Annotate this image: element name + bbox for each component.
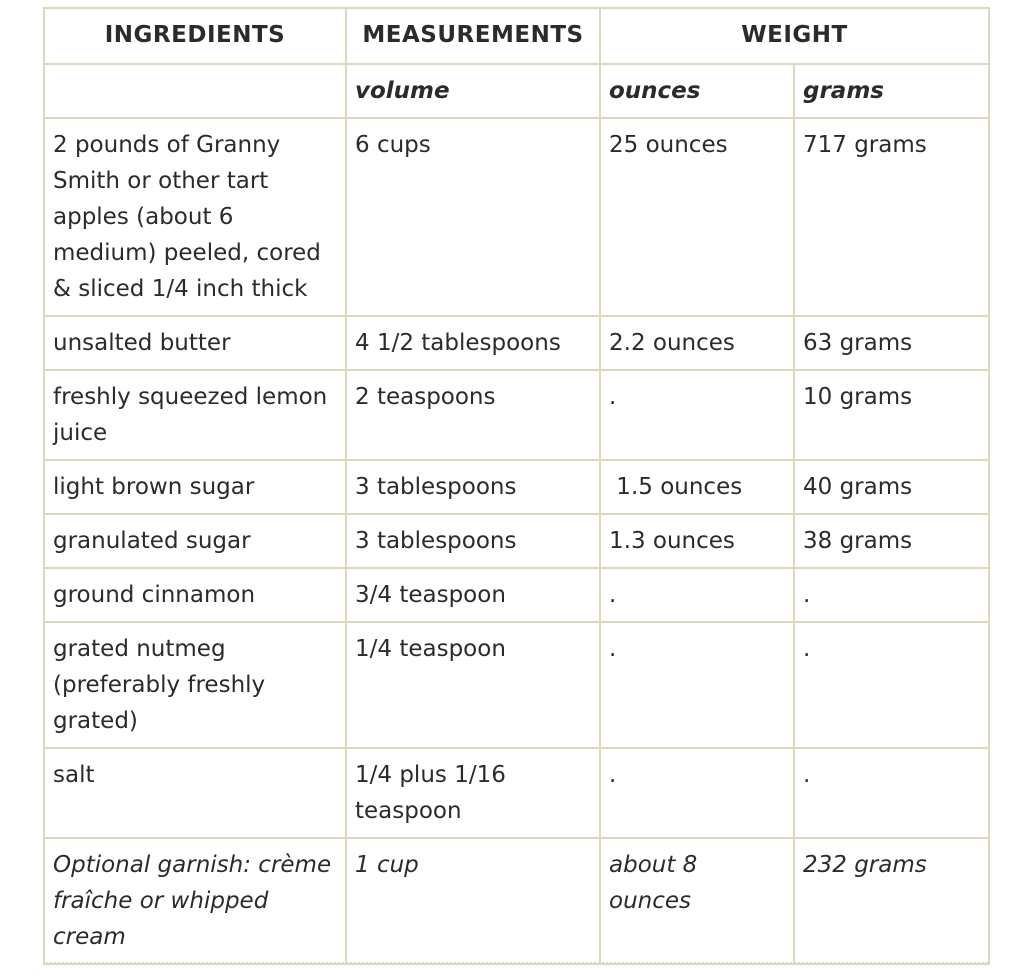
table-row bbox=[44, 118, 989, 316]
subheader-volume: volume bbox=[346, 64, 600, 118]
ounces-cell: about 8 ounces bbox=[600, 838, 794, 964]
subheader-grams: grams bbox=[794, 64, 989, 118]
subheader-ounces: ounces bbox=[600, 64, 794, 118]
ounces-cell: 1.3 ounces bbox=[600, 514, 794, 568]
bottom-dotted-divider bbox=[43, 962, 988, 964]
volume-cell: 1/4 teaspoon bbox=[346, 622, 600, 748]
volume-cell: 2 teaspoons bbox=[346, 370, 600, 460]
ingredient-cell: unsalted butter bbox=[44, 316, 346, 370]
grams-cell: 38 grams bbox=[794, 514, 989, 568]
table-row bbox=[44, 568, 989, 622]
table-header-row bbox=[44, 8, 989, 64]
grams-cell: . bbox=[794, 622, 989, 748]
ingredient-cell: 2 pounds of Granny Smith or other tart apples (about 6 medium) peeled, cored & sliced 1/4 inch thick bbox=[44, 118, 346, 316]
ingredient-cell: Optional garnish: crème fraîche or whipped cream bbox=[44, 838, 346, 964]
ounces-cell: 25 ounces bbox=[600, 118, 794, 316]
ounces-cell: . bbox=[600, 370, 794, 460]
volume-cell: 3 tablespoons bbox=[346, 514, 600, 568]
volume-cell: 3/4 teaspoon bbox=[346, 568, 600, 622]
volume-cell: 1 cup bbox=[346, 838, 600, 964]
ingredient-cell: freshly squeezed lemon juice bbox=[44, 370, 346, 460]
table-row bbox=[44, 316, 989, 370]
volume-cell: 6 cups bbox=[346, 118, 600, 316]
table-subheader-row bbox=[44, 64, 989, 118]
volume-cell: 4 1/2 tablespoons bbox=[346, 316, 600, 370]
grams-cell: . bbox=[794, 568, 989, 622]
ounces-cell: 2.2 ounces bbox=[600, 316, 794, 370]
ounces-cell: 1.5 ounces bbox=[600, 460, 794, 514]
grams-cell: 717 grams bbox=[794, 118, 989, 316]
table-row bbox=[44, 622, 989, 748]
grams-cell: 40 grams bbox=[794, 460, 989, 514]
ingredient-cell: salt bbox=[44, 748, 346, 838]
grams-cell: 63 grams bbox=[794, 316, 989, 370]
subheader-ingredients bbox=[44, 64, 346, 118]
table-row bbox=[44, 748, 989, 838]
ounces-cell: . bbox=[600, 748, 794, 838]
header-ingredients: INGREDIENTS bbox=[44, 8, 346, 64]
table-row bbox=[44, 460, 989, 514]
ounces-cell: . bbox=[600, 568, 794, 622]
header-weight: WEIGHT bbox=[600, 8, 989, 64]
header-measurements: MEASUREMENTS bbox=[346, 8, 600, 64]
grams-cell: . bbox=[794, 748, 989, 838]
ingredient-cell: grated nutmeg (preferably freshly grated) bbox=[44, 622, 346, 748]
table-row bbox=[44, 370, 989, 460]
ingredients-table bbox=[43, 7, 990, 965]
table-row-optional-garnish bbox=[44, 838, 989, 964]
table-row bbox=[44, 514, 989, 568]
volume-cell: 1/4 plus 1/16 teaspoon bbox=[346, 748, 600, 838]
grams-cell: 232 grams bbox=[794, 838, 989, 964]
ingredient-cell: ground cinnamon bbox=[44, 568, 346, 622]
grams-cell: 10 grams bbox=[794, 370, 989, 460]
ingredient-cell: granulated sugar bbox=[44, 514, 346, 568]
volume-cell: 3 tablespoons bbox=[346, 460, 600, 514]
ingredient-cell: light brown sugar bbox=[44, 460, 346, 514]
ounces-cell: . bbox=[600, 622, 794, 748]
